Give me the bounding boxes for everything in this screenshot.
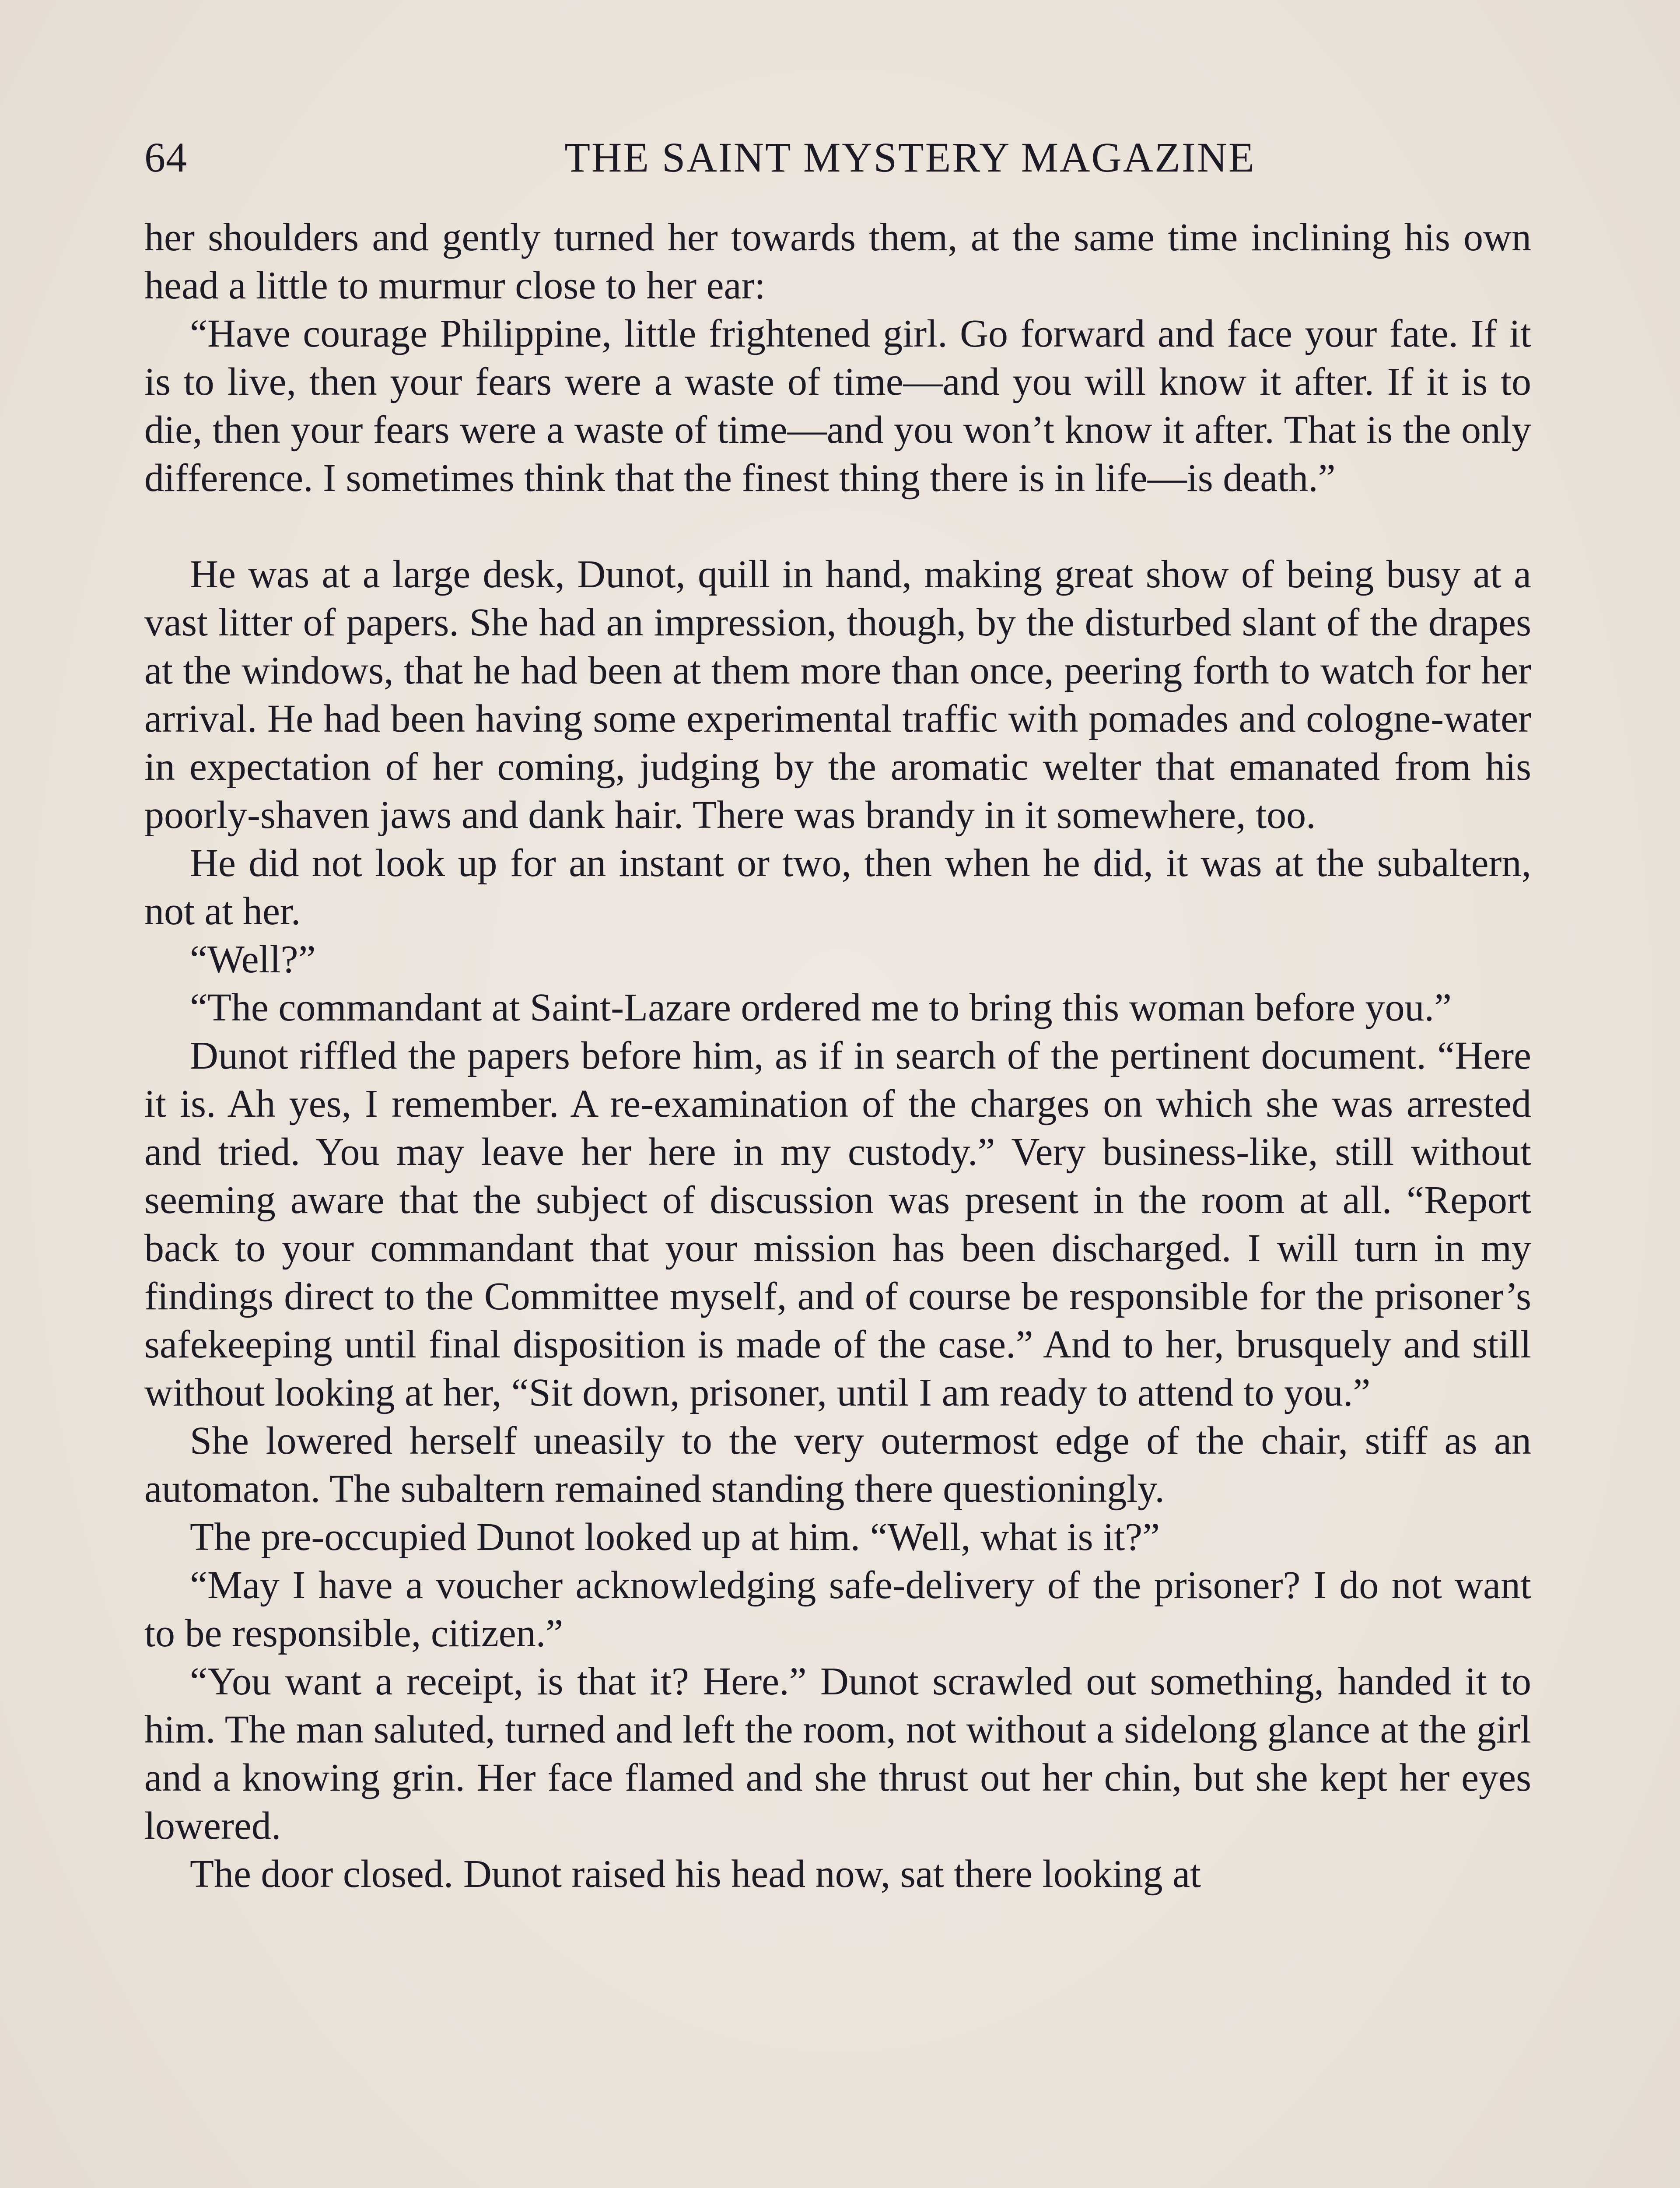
paragraph: “May I have a voucher acknowledging safe-delivery of the prisoner? I do not want to be responsible, citizen.” xyxy=(144,1564,1531,1655)
paragraph: “You want a receipt, is that it? Here.” Dunot scrawled out something, handed it to him. The man saluted, turned and left the room, not without a sidelong glance at the girl and a knowing grin. Her face flamed and she thrust out her chin, but she kept her eyes lowered. xyxy=(144,1660,1531,1848)
paragraph: The door closed. Dunot raised his head now, sat there looking at xyxy=(190,1852,1201,1896)
running-head-title: THE SAINT MYSTERY MAGAZINE xyxy=(564,134,1256,181)
paragraph: She lowered herself uneasily to the very outermost edge of the chair, stiff as an automaton. The subaltern remained standing there questioningly. xyxy=(144,1419,1531,1511)
paragraph: “Have courage Philippine, little frightened girl. Go forward and face your fate. If it is to live, then your fears were a waste of time—and you will know it after. If it is to die, then your fears were a waste of time—and you won’t know it after. That is the only difference. I sometimes think that the finest thing there is in life—is death.” xyxy=(144,312,1531,500)
paragraph: “Well?” xyxy=(190,938,316,981)
paragraph: He did not look up for an instant or two, then when he did, it was at the subaltern, not at her. xyxy=(144,842,1531,933)
paragraph: “The commandant at Saint-Lazare ordered me to bring this woman before you.” xyxy=(190,986,1452,1029)
page-number: 64 xyxy=(144,134,187,181)
paragraph: He was at a large desk, Dunot, quill in hand, making great show of being busy at a vast litter of papers. She had an impression, though, by the disturbed slant of the drapes at the windows, that he had been at them more than once, peering forth to watch for her arrival. He had been having some experimental traffic with pomades and cologne-water in expectation of her coming, judging by the aromatic welter that emanated from his poorly-shaven jaws and dank hair. There was brandy in it somewhere, too. xyxy=(144,553,1531,837)
paragraph: The pre-occupied Dunot looked up at him. “Well, what is it?” xyxy=(190,1515,1160,1559)
paragraph: Dunot riffled the papers before him, as if in search of the pertinent document. “Here it is. Ah yes, I remember. A re-examination of the charges on which she was arrested and tried. You may leave her here in my custody.” Very business-like, still without seeming aware that the subject of discussion was present in the room at all. “Report back to your commandant that your mission has been discharged. I will turn in my findings direct to the Committee myself, and of course be responsible for the prisoner’s safekeeping until final disposition is made of the case.” And to her, brusquely and still without looking at her, “Sit down, prisoner, until I am ready to attend to you.” xyxy=(144,1034,1531,1414)
page-header xyxy=(144,127,1536,188)
body-text xyxy=(144,214,1531,1898)
paragraph: her shoulders and gently turned her towards them, at the same time inclining his own head a little to murmur close to her ear: xyxy=(144,216,1531,307)
